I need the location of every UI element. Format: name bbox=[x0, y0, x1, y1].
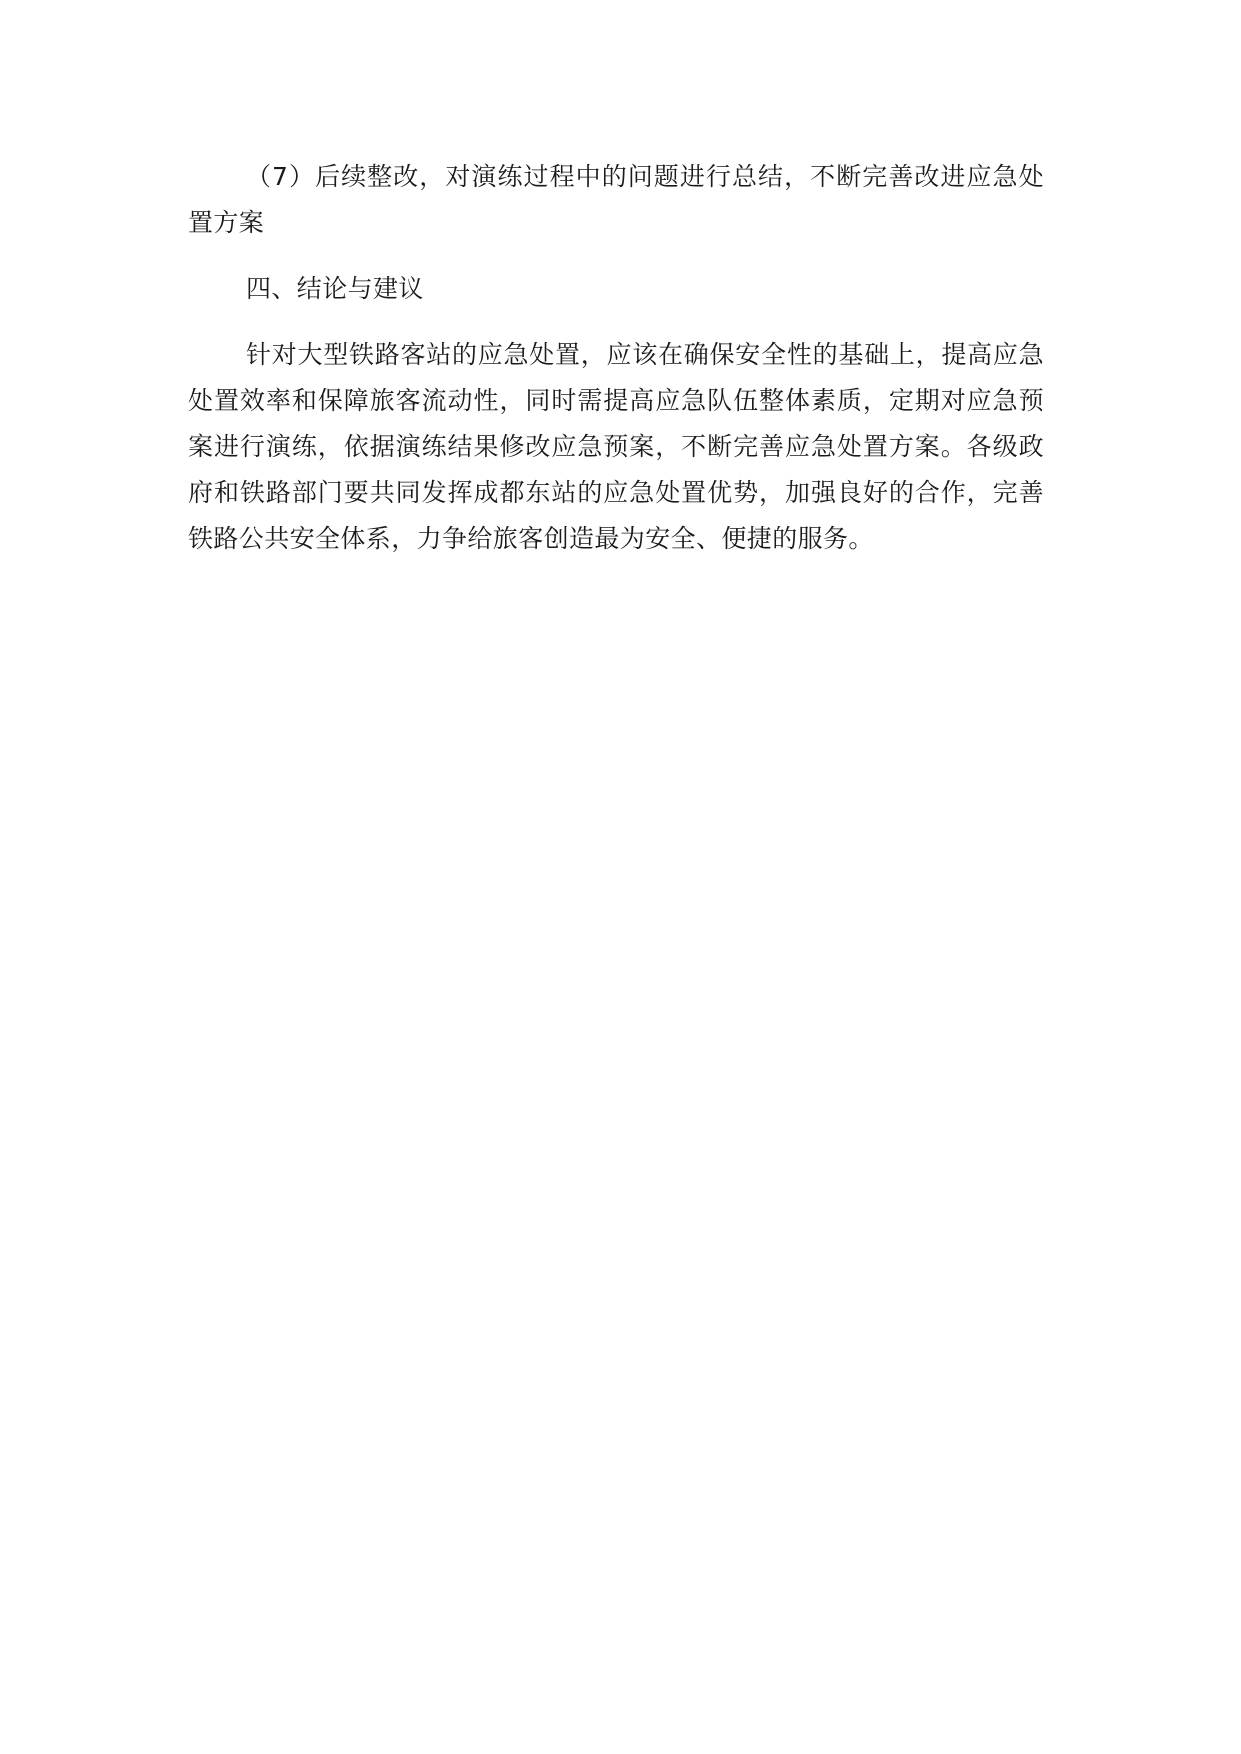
document-body bbox=[188, 154, 1044, 562]
paragraph-rectification: （7）后续整改，对演练过程中的问题进行总结，不断完善改进应急处置方案 bbox=[188, 162, 1044, 237]
section-heading-conclusion: 四、结论与建议 bbox=[246, 274, 424, 303]
paragraph-conclusion: 针对大型铁路客站的应急处置，应该在确保安全性的基础上，提高应急处置效率和保障旅客流动性，同时需提高应急队伍整体素质，定期对应急预案进行演练，依据演练结果修改应急预案，不断完善应急处置方案。各级政府和铁路部门要共同发挥成都东站的应急处置优势，加强良好的合作，完善铁路公共安全体系，力争给旅客创造最为安全、便捷的服务。 bbox=[188, 340, 1044, 553]
